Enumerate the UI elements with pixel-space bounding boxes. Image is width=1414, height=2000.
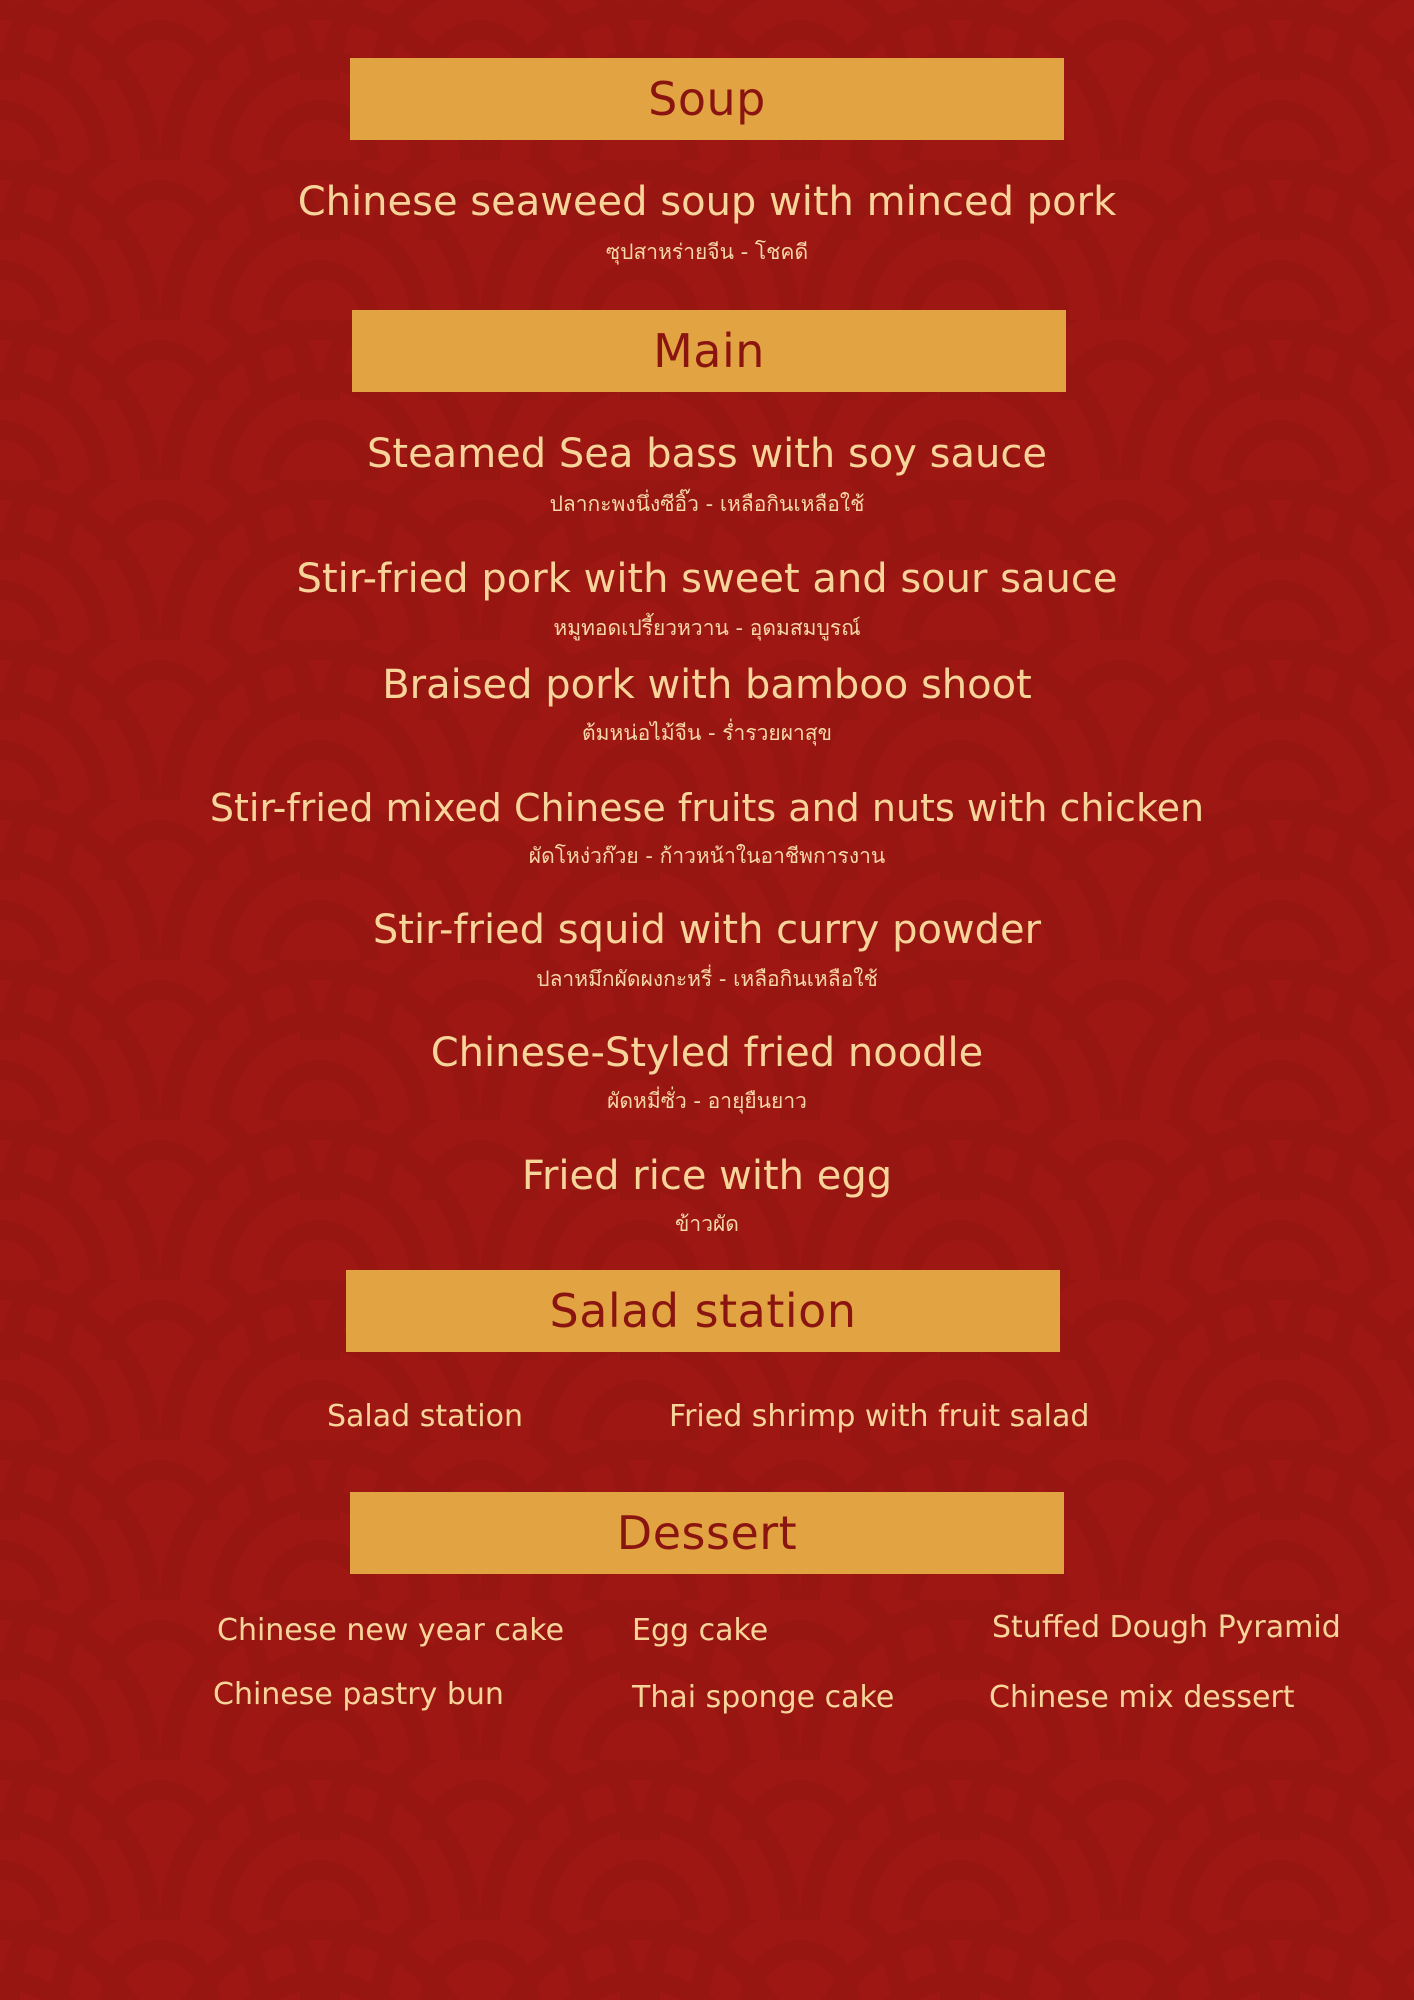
dish-thai-name: ข้าวผัด [675, 1212, 739, 1236]
dish-thai-name: ซุปสาหร่ายจีน - โชคดี [605, 240, 809, 264]
main-heading-band [352, 310, 1066, 392]
salad-heading: Salad station [549, 1284, 857, 1338]
dish-thai-name: หมูทอดเปรี้ยวหวาน - อุดมสมบูรณ์ [553, 616, 861, 640]
main-heading: Main [653, 324, 765, 378]
dessert-item: Chinese new year cake [217, 1613, 565, 1648]
soup-heading: Soup [648, 72, 766, 126]
dessert-item: Chinese mix dessert [989, 1680, 1295, 1715]
dish-name: Braised pork with bamboo shoot [382, 662, 1032, 708]
salad-item: Salad station [327, 1399, 523, 1434]
dish-thai-name: ผัดโหง่วก๊วย - ก้าวหน้าในอาชีพการงาน [528, 844, 886, 868]
dessert-heading-band [350, 1492, 1064, 1574]
dish-name: Stir-fried squid with curry powder [372, 907, 1042, 953]
dish-name: Chinese seaweed soup with minced pork [297, 179, 1117, 225]
salad-heading-band [346, 1270, 1060, 1352]
dessert-item: Stuffed Dough Pyramid [992, 1610, 1341, 1645]
dish-thai-name: ต้มหน่อไม้จีน - ร่ำรวยผาสุข [581, 721, 832, 745]
dish-name: Chinese-Styled fried noodle [430, 1030, 984, 1076]
dessert-heading: Dessert [616, 1506, 798, 1560]
soup-heading-band [350, 58, 1064, 140]
dish-name: Fried rice with egg [521, 1153, 893, 1199]
dessert-item: Chinese pastry bun [213, 1677, 504, 1712]
salad-item: Fried shrimp with fruit salad [669, 1399, 1090, 1434]
dish-name: Stir-fried pork with sweet and sour sauce [296, 556, 1118, 602]
dish-thai-name: ปลากะพงนึ่งซีอิ๊ว - เหลือกินเหลือใช้ [549, 492, 865, 516]
dish-thai-name: ปลาหมึกผัดผงกะหรี่ - เหลือกินเหลือใช้ [536, 967, 878, 991]
dish-thai-name: ผัดหมี่ซั่ว - อายุยืนยาว [607, 1089, 807, 1113]
dish-name: Steamed Sea bass with soy sauce [367, 431, 1047, 477]
dish-name: Stir-fried mixed Chinese fruits and nuts with chicken [209, 786, 1205, 830]
dessert-item: Thai sponge cake [632, 1680, 895, 1715]
dessert-item: Egg cake [632, 1613, 769, 1648]
